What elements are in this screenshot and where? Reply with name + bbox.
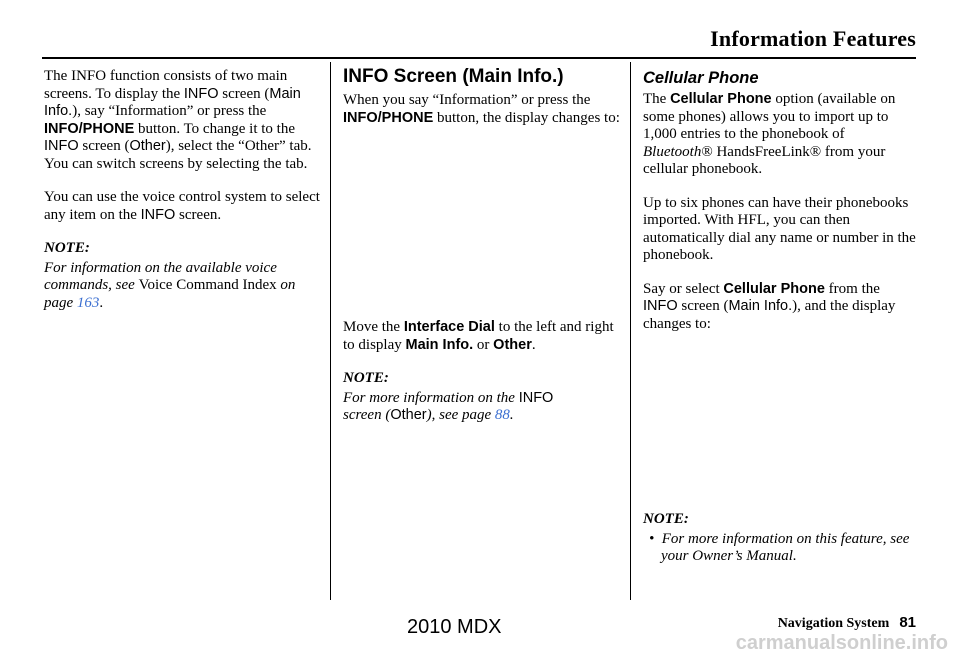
column-1 [44,68,320,312]
page-number: 81 [899,614,916,631]
note-block [643,511,918,566]
column-3 [643,68,918,566]
page-footer [778,614,916,632]
section-heading: Cellular Phone [643,69,759,87]
note-text: For information on the available voice commands, see Voice Command Index on page 163. [44,259,296,311]
note-label: NOTE: [643,511,689,527]
title-rule [42,57,916,59]
screen-image-placeholder [343,143,620,319]
note-list [643,531,918,566]
intro-paragraph: The INFO function consists of two main screens. To display the INFO screen (Main Info.), say “Information” or press the INFO/PHONE button. To change it to the INFO screen (Other), select the “Other” tab. You can switch screens by selecting the tab. [44,68,312,172]
bullet: • [649,530,655,547]
page-link-163[interactable]: 163 [76,294,100,311]
column-divider [630,62,631,600]
note-text: For more information on the INFO screen (Other), see page 88. [343,389,554,423]
note-block [44,240,320,312]
interface-dial-paragraph: Move the Interface Dial to the left and right to display Main Info. or Other. [343,319,614,353]
footer-label: Navigation System [777,616,890,631]
note-block [343,370,620,425]
model-label: 2010 MDX [407,616,502,638]
page-title: Information Features [710,26,916,51]
section-heading: INFO Screen (Main Info.) [343,66,564,87]
column-2 [343,68,620,425]
display-paragraph: When you say “Information” or press the INFO/PHONE button, the display changes to: [343,92,620,126]
note-label: NOTE: [343,370,389,386]
watermark: carmanualsonline.info [735,632,948,654]
phones-paragraph: Up to six phones can have their phonebooks imported. With HFL, you can then automatically dial any name or number in the phonebook. [643,194,916,263]
select-paragraph: Say or select Cellular Phone from the INFO screen (Main Info.), and the display changes to: [643,280,896,332]
column-divider [330,62,331,600]
cellular-phone-paragraph: The Cellular Phone option (available on some phones) allows you to import up to 1,000 entries to the phonebook of Bluetooth® HandsFreeLink® from your cellular phonebook. [643,91,896,177]
note-label: NOTE: [44,240,90,256]
screen-image-placeholder [643,349,918,511]
list-item: • For more information on this feature, see your Owner’s Manual. [649,530,910,564]
page-link-88[interactable]: 88 [494,407,510,423]
voice-control-paragraph: You can use the voice control system to select any item on the INFO screen. [44,189,320,223]
